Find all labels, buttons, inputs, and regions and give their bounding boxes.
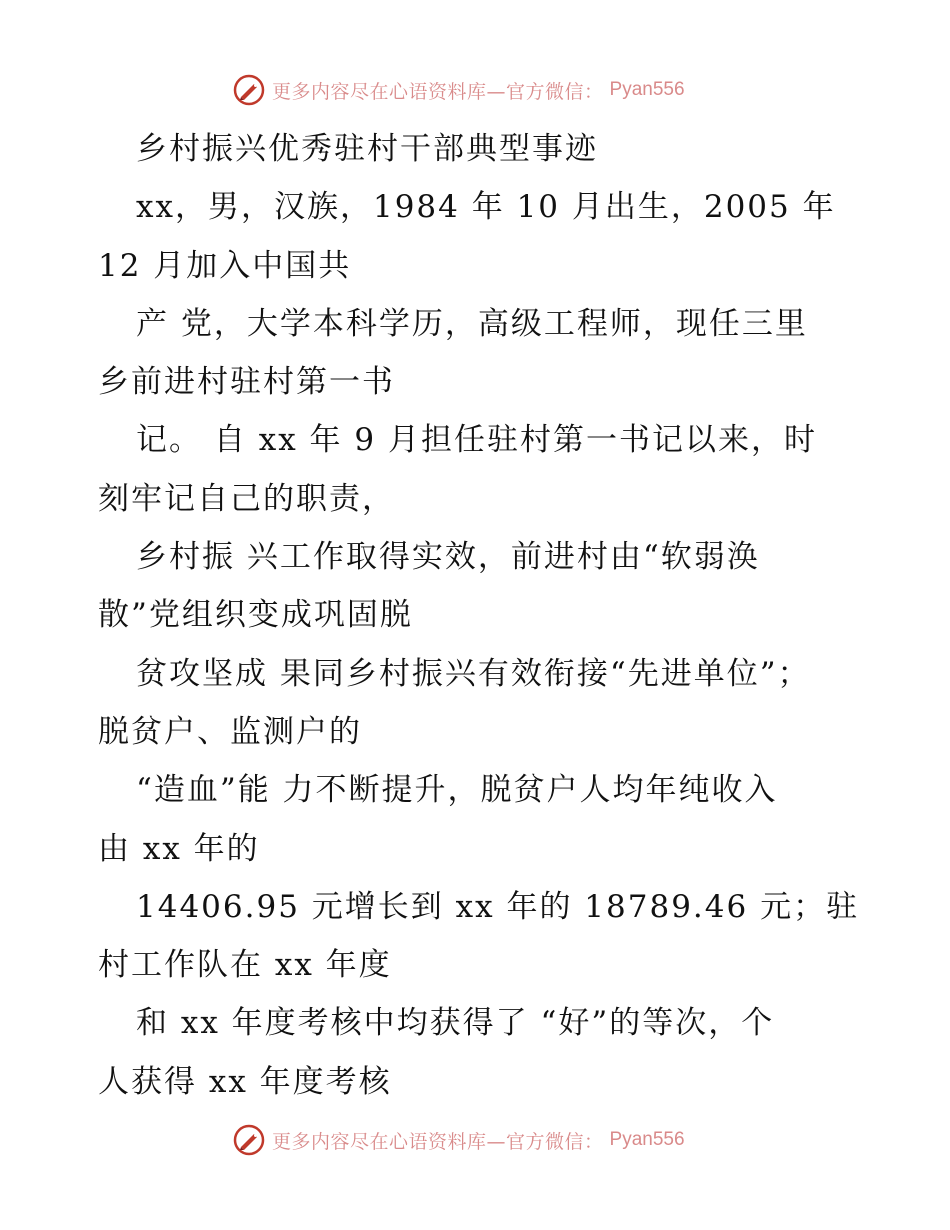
pen-logo-icon — [232, 1123, 266, 1157]
paragraph-line: 和 xx 年度考核中均获得了 “好”的等次，个 — [136, 1005, 775, 1042]
paragraph-line: “造血”能 力不断提升，脱贫户人均年纯收入 — [136, 772, 778, 809]
paragraph-line: 脱贫户、监测户的 — [98, 713, 362, 750]
banner-wechat-id: Pyan556 — [609, 79, 685, 100]
paragraph-line: 产 党，大学本科学历，高级工程师，现任三里 — [136, 305, 808, 342]
banner-text: 更多内容尽在心语资料库—官方微信： — [272, 1130, 604, 1153]
paragraph-line: xx，男，汉族，1984 年 10 月出生，2005 年 — [136, 189, 836, 226]
paragraph-line: 刻牢记自己的职责， — [98, 480, 395, 517]
pen-logo-icon — [232, 73, 266, 107]
document-title: 乡村振兴优秀驻村干部典型事迹 — [136, 131, 598, 167]
paragraph-line: 乡村振 兴工作取得实效，前进村由“软弱涣 — [136, 539, 760, 576]
banner-wechat-id: Pyan556 — [609, 1129, 685, 1150]
paragraph-line: 散”党组织变成巩固脱 — [98, 597, 413, 634]
header-banner — [232, 70, 685, 110]
document-body — [98, 120, 858, 1111]
paragraph-line: 人获得 xx 年度考核 — [98, 1063, 392, 1100]
footer-banner — [232, 1120, 685, 1160]
banner-text: 更多内容尽在心语资料库—官方微信： — [272, 80, 604, 103]
paragraph-line: 12 月加入中国共 — [98, 247, 352, 284]
paragraph-line: 14406.95 元增长到 xx 年的 18789.46 元；驻 — [136, 888, 860, 925]
paragraph-line: 记。 自 xx 年 9 月担任驻村第一书记以来，时 — [136, 422, 817, 459]
paragraph-line: 贫攻坚成 果同乡村振兴有效衔接“先进单位”； — [136, 655, 811, 692]
paragraph-line: 村工作队在 xx 年度 — [98, 947, 392, 984]
paragraph-line: 由 xx 年的 — [98, 830, 260, 867]
paragraph-line: 乡前进村驻村第一书 — [98, 364, 395, 401]
